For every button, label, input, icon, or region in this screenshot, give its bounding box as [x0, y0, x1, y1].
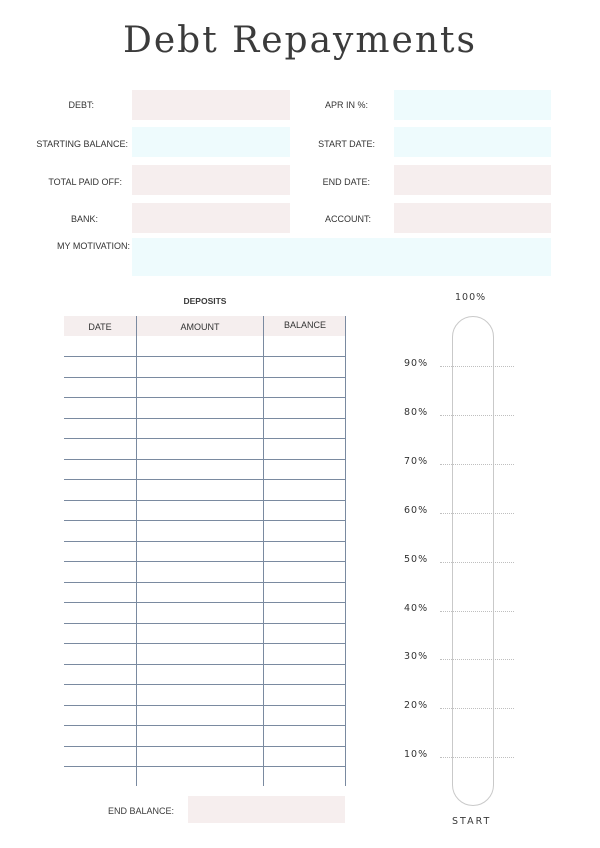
table-row[interactable]	[64, 541, 345, 542]
page-title: Debt Repayments	[123, 20, 477, 61]
bank-label: BANK:	[70, 214, 98, 224]
table-row[interactable]	[64, 377, 345, 378]
debt-field[interactable]	[132, 90, 290, 120]
end-balance-label: END BALANCE:	[108, 806, 175, 816]
level-label: 60%	[404, 504, 429, 516]
level-label: 50%	[404, 553, 429, 565]
end-date-field[interactable]	[394, 165, 551, 195]
level-dotted-line	[440, 659, 514, 660]
table-row[interactable]	[64, 643, 345, 644]
table-column-line	[136, 316, 137, 786]
level-label: 10%	[404, 749, 429, 761]
level-dotted-line	[440, 464, 514, 465]
deposits-table	[64, 316, 346, 786]
table-row[interactable]	[64, 438, 345, 439]
level-dotted-line	[440, 415, 514, 416]
end-date-label: END DATE:	[322, 177, 370, 187]
level-dotted-line	[440, 366, 514, 367]
column-header-balance: BALANCE	[264, 316, 346, 336]
start-date-label: START DATE:	[318, 139, 375, 149]
table-row[interactable]	[64, 684, 345, 685]
table-row[interactable]	[64, 520, 345, 521]
starting-balance-label: STARTING BALANCE:	[36, 139, 128, 149]
start-label: START	[452, 816, 492, 827]
account-label: ACCOUNT:	[324, 214, 371, 224]
table-row[interactable]	[64, 582, 345, 583]
motivation-label: MY MOTIVATION:	[56, 241, 130, 251]
debt-label: DEBT:	[68, 100, 94, 110]
level-dotted-line	[440, 757, 514, 758]
table-row[interactable]	[64, 479, 345, 480]
total-paid-off-field[interactable]	[132, 165, 290, 195]
level-label: 90%	[404, 358, 429, 369]
bank-field[interactable]	[132, 203, 290, 233]
level-label: 70%	[404, 455, 429, 467]
table-row[interactable]	[64, 725, 345, 726]
table-row[interactable]	[64, 664, 345, 665]
level-dotted-line	[440, 708, 514, 709]
level-dotted-line	[440, 562, 514, 563]
table-row[interactable]	[64, 397, 345, 398]
starting-balance-field[interactable]	[132, 127, 290, 157]
table-row[interactable]	[64, 356, 345, 357]
apr-field[interactable]	[394, 90, 551, 120]
table-column-line	[263, 316, 264, 786]
motivation-field[interactable]	[132, 238, 551, 276]
column-header-date: DATE	[64, 316, 136, 336]
table-row[interactable]	[64, 623, 345, 624]
table-row[interactable]	[64, 459, 345, 460]
table-row[interactable]	[64, 500, 345, 501]
level-label: 80%	[404, 406, 429, 418]
table-column-line	[345, 316, 346, 786]
table-row[interactable]	[64, 418, 345, 419]
total-paid-off-label: TOTAL PAID OFF:	[48, 177, 122, 187]
deposits-title: DEPOSITS	[183, 296, 227, 306]
level-dotted-line	[440, 513, 514, 514]
column-header-amount: AMOUNT	[137, 316, 263, 336]
level-label: 20%	[404, 700, 429, 712]
level-dotted-line	[440, 611, 514, 612]
level-label: 40%	[404, 602, 429, 614]
table-row[interactable]	[64, 602, 345, 603]
level-label: 30%	[404, 651, 429, 663]
table-row[interactable]	[64, 561, 345, 562]
table-row[interactable]	[64, 746, 345, 747]
end-balance-field[interactable]	[188, 796, 345, 823]
table-row[interactable]	[64, 766, 345, 767]
table-row[interactable]	[64, 705, 345, 706]
start-date-field[interactable]	[394, 127, 551, 157]
account-field[interactable]	[394, 203, 551, 233]
level-100-label: 100%	[455, 292, 487, 303]
apr-label: APR IN %:	[324, 100, 368, 110]
